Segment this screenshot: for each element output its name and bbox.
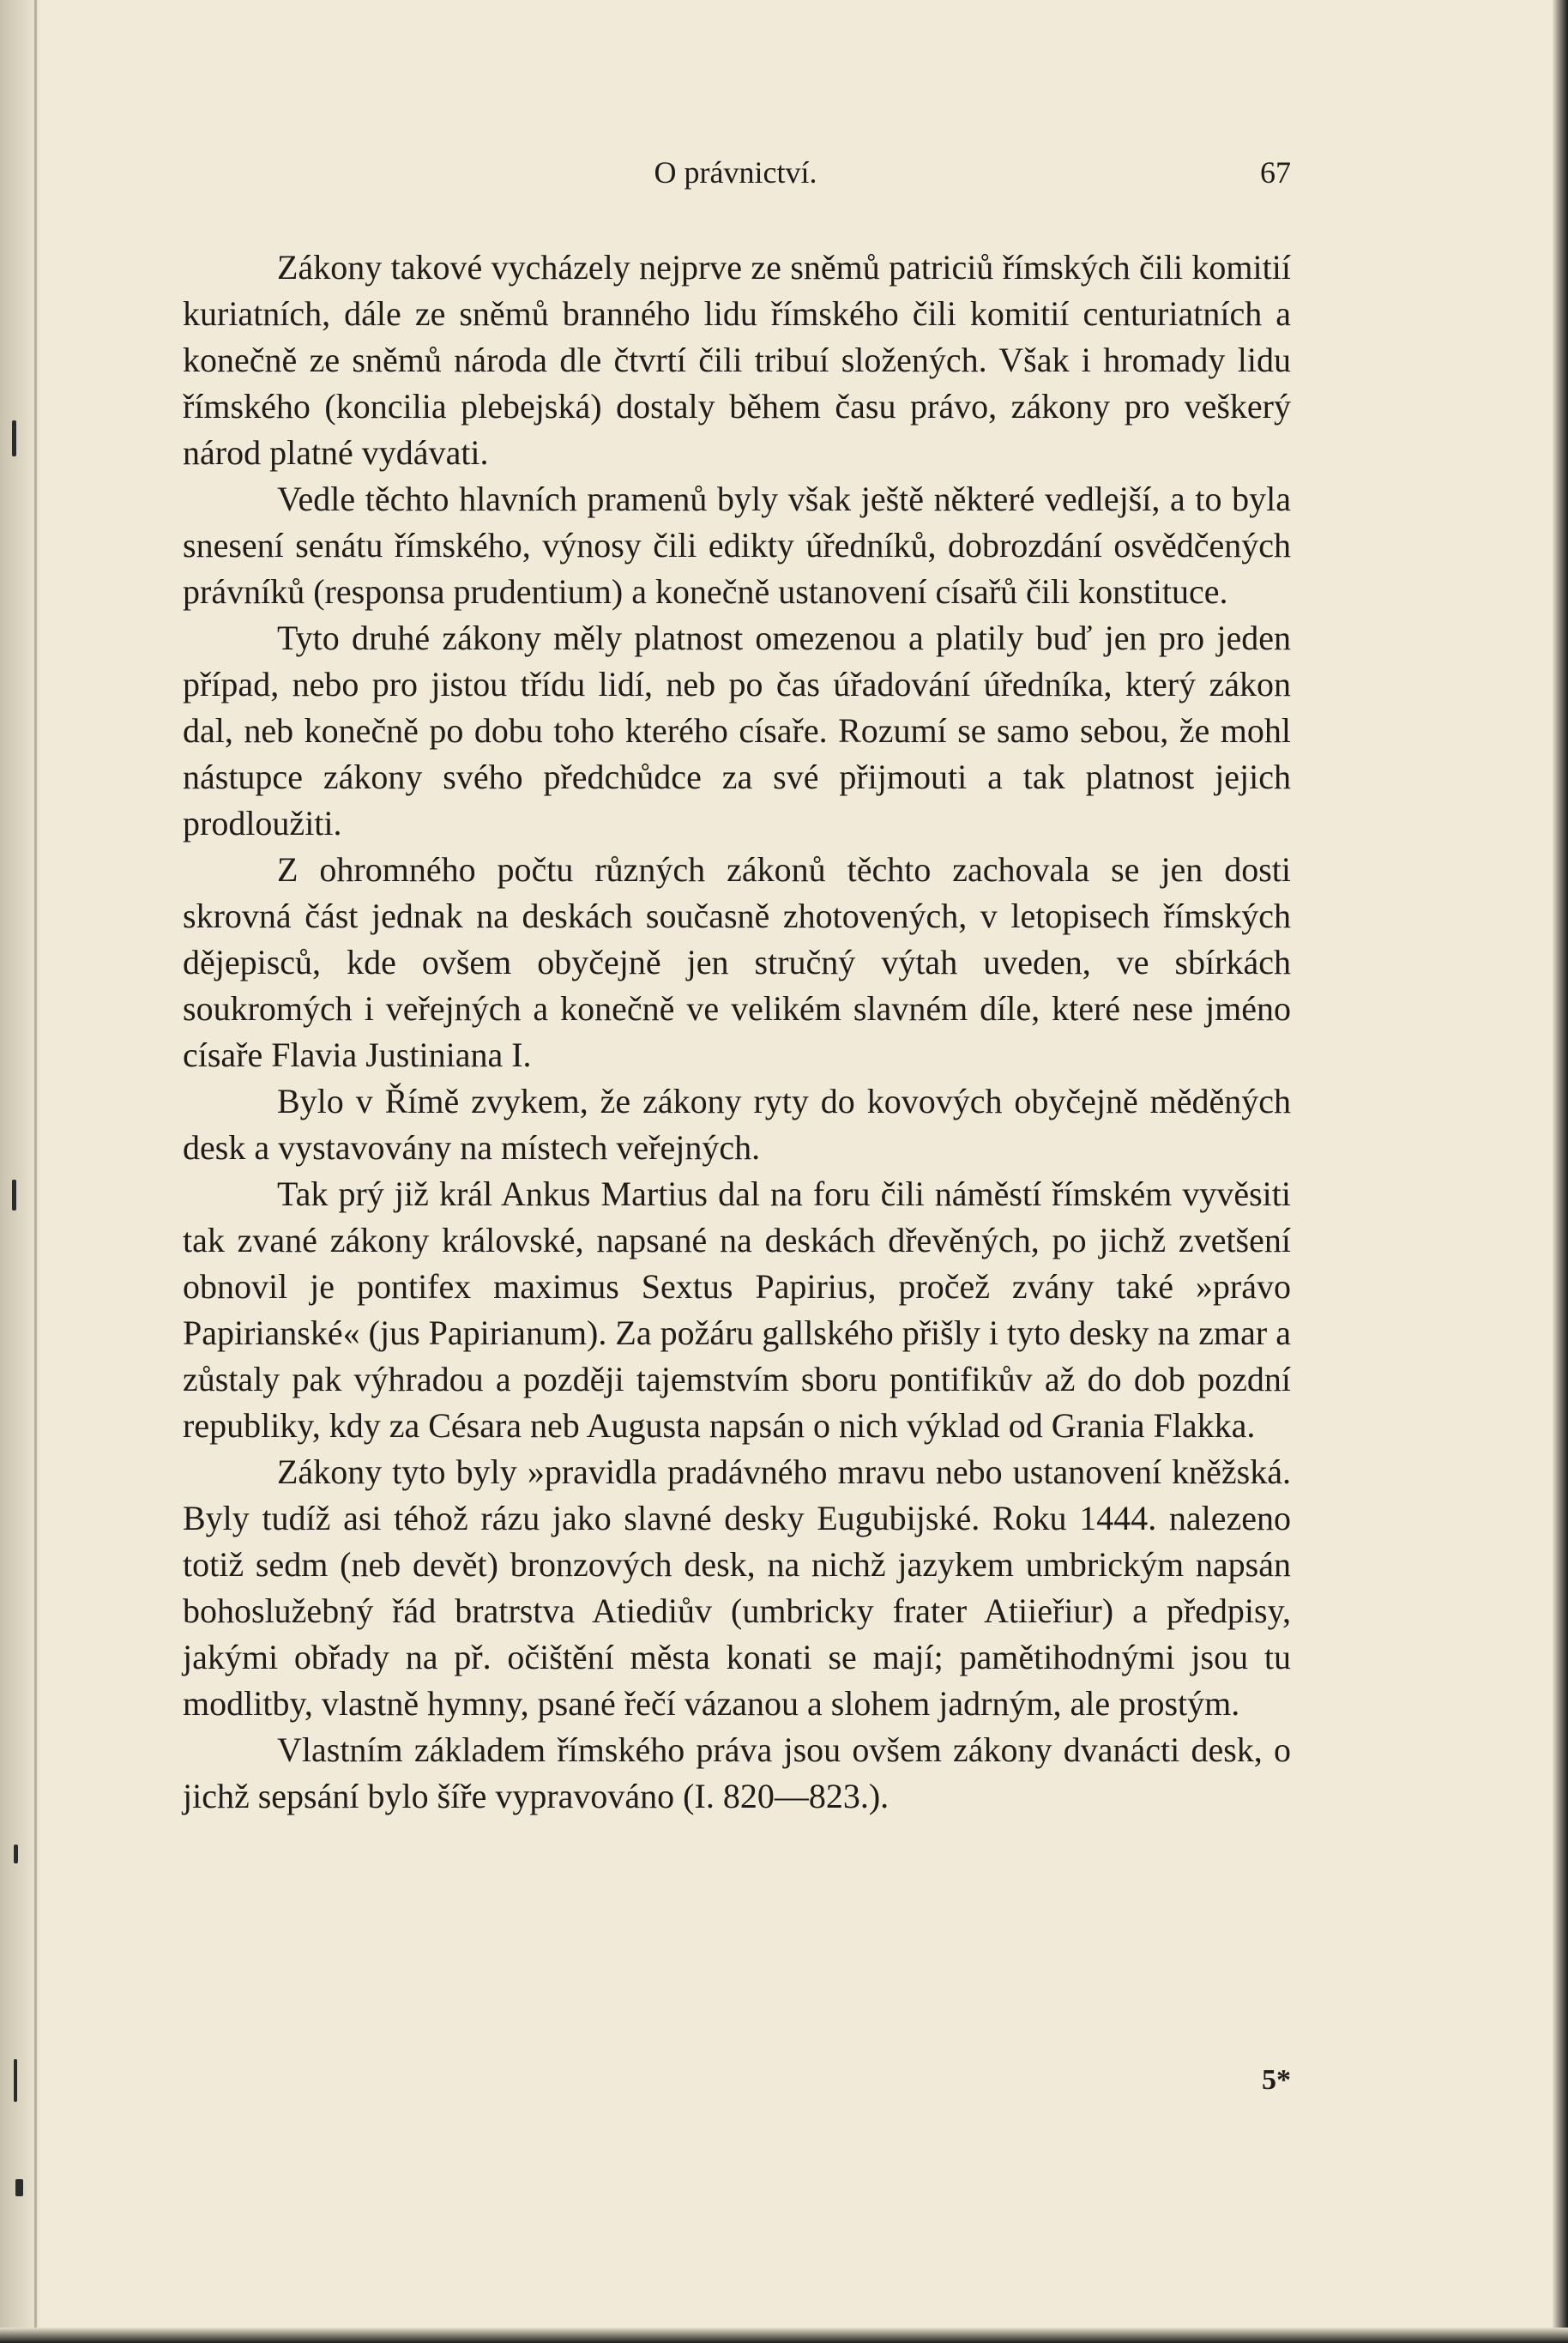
paragraph: Tyto druhé zákony měly platnost omezenou a platily buď jen pro jeden případ, nebo pro jistou třídu lidí, neb po čas úřadování úředníka, který zákon dal, neb konečně po dobu toho kterého císaře. Rozumí se samo sebou, že mohl nástupce zákony svého předchůdce za své přijmouti a tak platnost jejich prodloužiti.	[183, 619, 1291, 842]
paragraph: Bylo v Římě zvykem, že zákony ryty do kovových obyčejně měděných desk a vystavovány na místech veřejných.	[183, 1082, 1291, 1167]
running-title: O právnictví.	[654, 155, 817, 190]
gutter-fold-line	[34, 0, 37, 2343]
paragraph: Tak prý již král Ankus Martius dal na foru čili náměstí římském vyvěsiti tak zvané zákony královské, napsané na deskách dřevěných, po jichž zvetšení obnovil je pontifex maximus Sextus Papirius, pročež zvány také »právo Papirianské« (jus Papirianum). Za požáru gallského přišly i tyto desky na zmar a zůstaly pak výhradou a později tajemstvím sboru pontifikův až do dob pozdní republiky, kdy za Césara neb Augusta napsán o nich výklad od Grania Flakka.	[183, 1175, 1291, 1445]
margin-mark	[14, 1845, 18, 1863]
body-text	[183, 245, 1291, 1820]
page-number: 67	[1260, 155, 1291, 190]
margin-mark	[14, 2059, 17, 2102]
paragraph: Vedle těchto hlavních pramenů byly však ještě některé vedlejší, a to byla snesení senátu římského, výnosy čili edikty úředníků, dobrozdání osvědčených právníků (responsa prudentium) a konečně ustanovení císařů čili konstituce.	[183, 480, 1291, 611]
signature-mark: 5*	[1262, 2064, 1291, 2096]
paragraph: Z ohromného počtu různých zákonů těchto zachovala se jen dosti skrovná část jednak na deskách současně zhotovených, v letopisech římských dějepisců, kde ovšem obyčejně jen stručný výtah uveden, ve sbírkách soukromých i veřejných a konečně ve velikém slavném díle, které nese jméno císaře Flavia Justiniana I.	[183, 850, 1291, 1074]
margin-mark	[12, 1180, 16, 1211]
page-header	[180, 154, 1291, 197]
scan-bottom-edge	[0, 2328, 1568, 2343]
margin-mark	[15, 2179, 23, 2196]
paragraph: Vlastním základem římského práva jsou ovšem zákony dvanácti desk, o jichž sepsání bylo šíře vypravováno (I. 820—823.).	[183, 1730, 1291, 1815]
scan-right-edge	[1553, 0, 1568, 2343]
margin-mark	[12, 420, 16, 456]
paragraph: Zákony tyto byly »pravidla pradávného mravu nebo ustanovení kněžská. Byly tudíž asi téhož rázu jako slavné desky Eugubijské. Roku 1444. nalezeno totiž sedm (neb devět) bronzových desk, na nichž jazykem umbrickým napsán bohoslužebný řád bratrstva Atiediův (umbricky frater Atiieřiur) a předpisy, jakými obřady na př. očištění města konati se mají; pamětihodnými jsou tu modlitby, vlastně hymny, psané řečí vázanou a slohem jadrným, ale prostým.	[183, 1452, 1291, 1723]
paragraph: Zákony takové vycházely nejprve ze sněmů patriciů římských čili komitií kuriatních, dále ze sněmů branného lidu římského čili komitií centuriatních a konečně ze sněmů národa dle čtvrtí čili tribuí složených. Však i hromady lidu římského (koncilia plebejská) dostaly během času právo, zákony pro veškerý národ platné vydávati.	[183, 248, 1291, 472]
